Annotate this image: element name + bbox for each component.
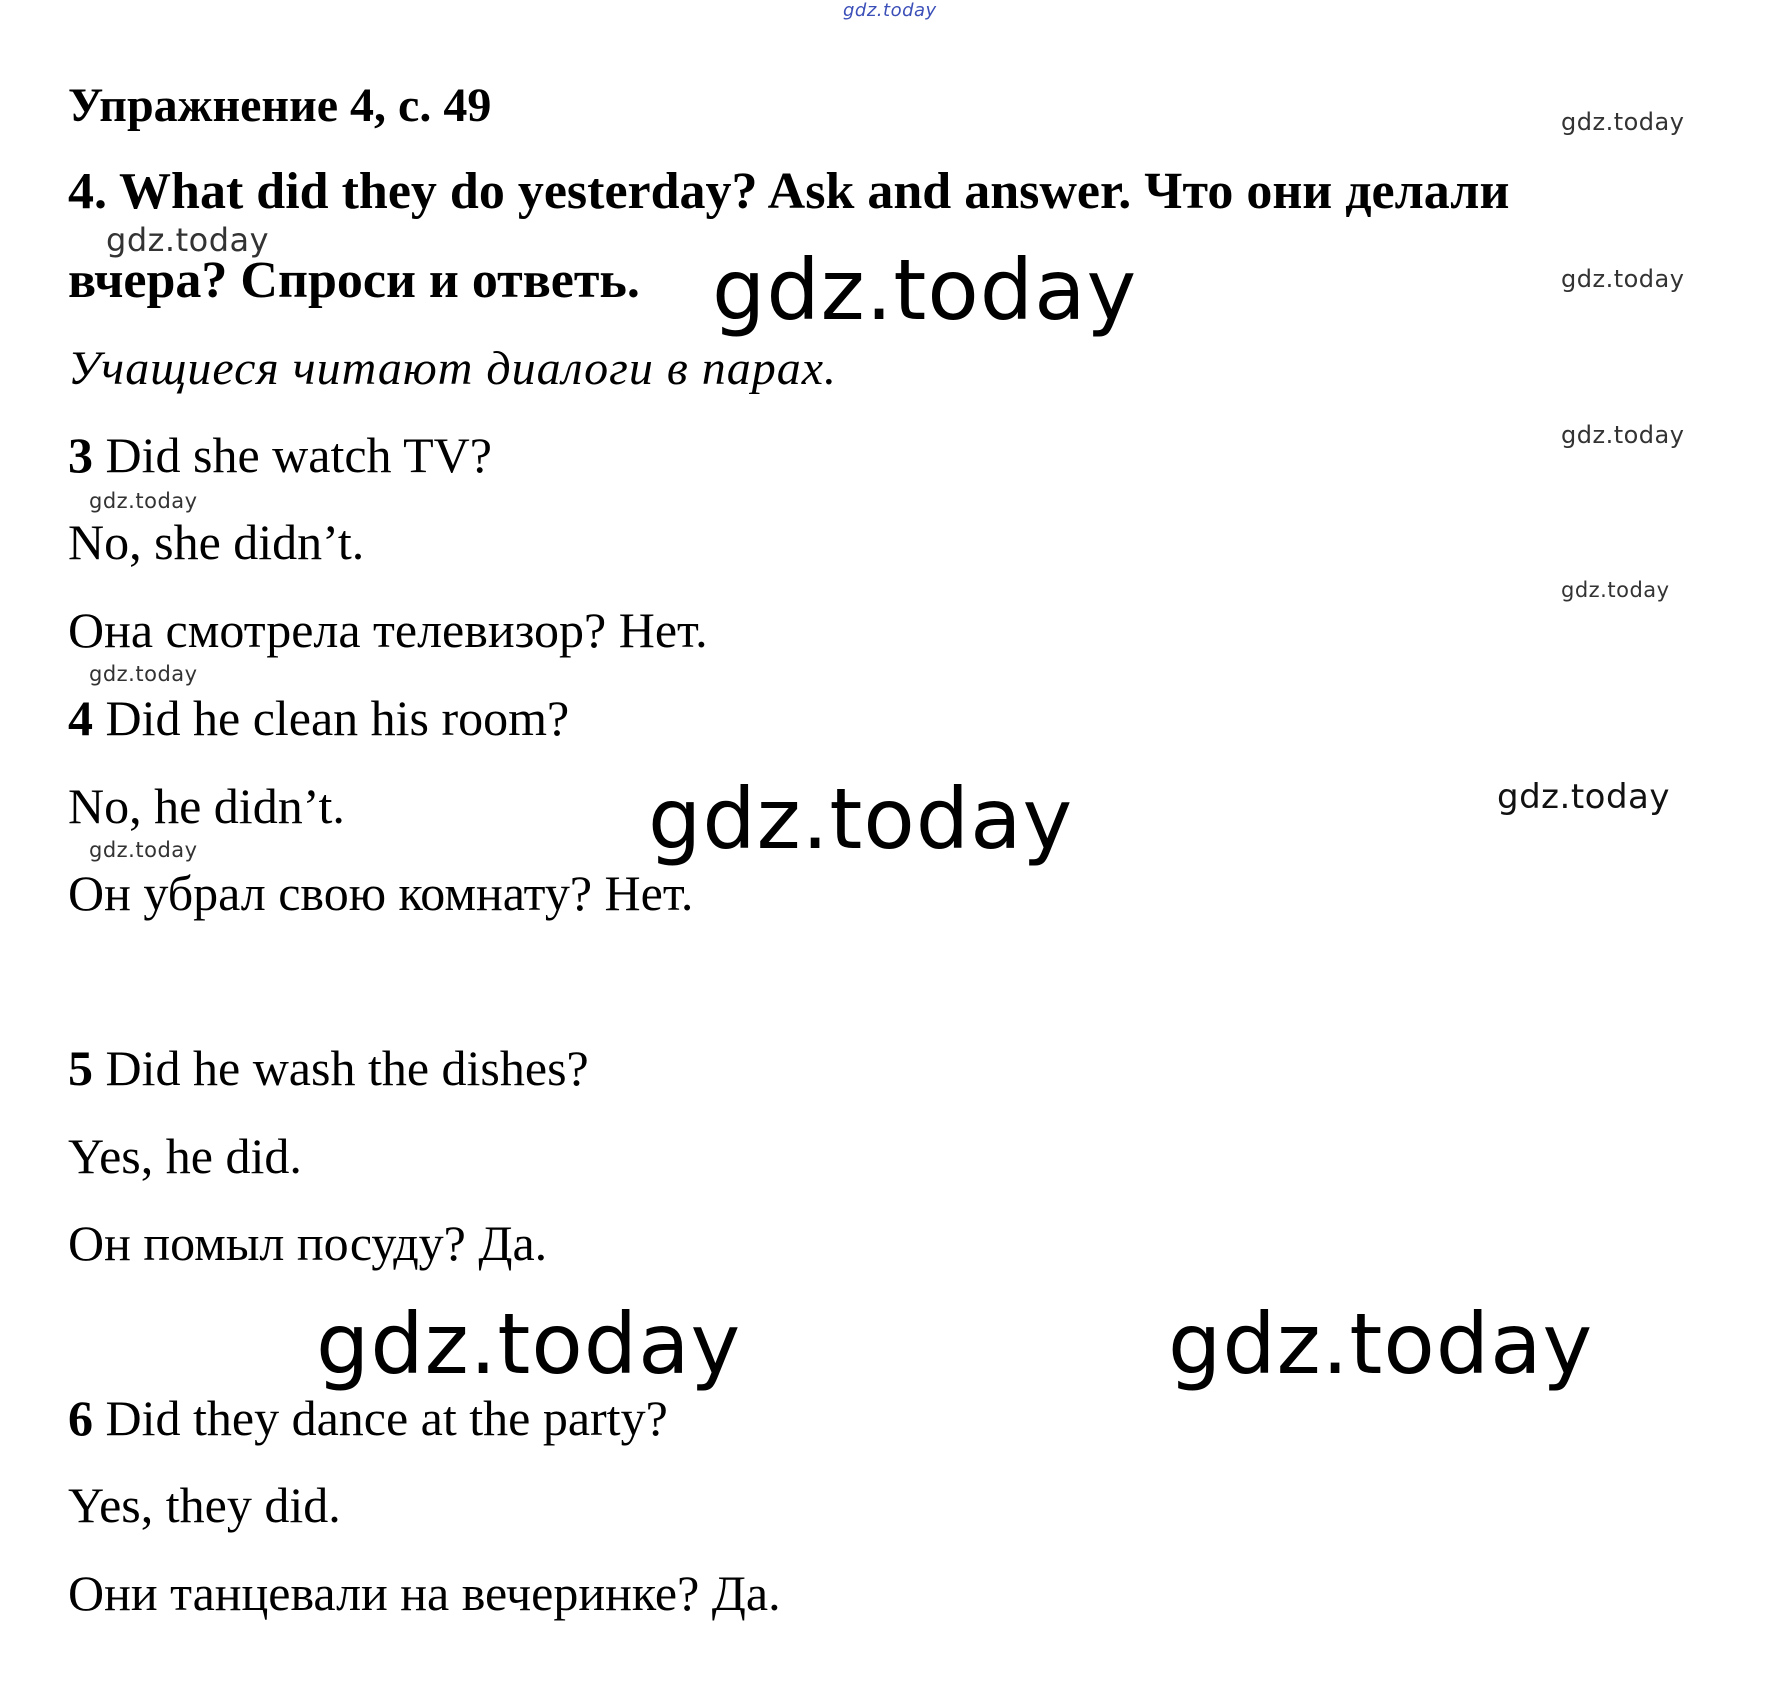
dialogue-question — [68, 427, 492, 483]
dialogue-number: 3 — [68, 427, 93, 483]
watermark: gdz.today — [1561, 265, 1685, 293]
dialogue-answer: No, she didn’t. — [68, 514, 365, 570]
question-text: Did he wash the dishes? — [105, 1040, 589, 1096]
dialogue-translation: Он убрал свою комнату? Нет. — [68, 865, 694, 921]
watermark: gdz.today — [1561, 108, 1685, 136]
dialogue-number: 6 — [68, 1390, 93, 1446]
dialogue-question — [68, 1390, 668, 1446]
dialogue-number: 4 — [68, 690, 93, 746]
watermark-large: gdz.today — [1168, 1295, 1594, 1393]
exercise-title: Упражнение 4, с. 49 — [68, 79, 492, 132]
watermark: gdz.today — [1497, 777, 1670, 817]
watermark: gdz.today — [89, 489, 198, 513]
task-heading-line-1: 4. What did they do yesterday? Ask and answer. Что они делали — [68, 163, 1510, 220]
dialogue-question — [68, 690, 570, 746]
watermark-top: gdz.today — [843, 0, 937, 21]
watermark-large: gdz.today — [648, 770, 1074, 868]
dialogue-answer: No, he didn’t. — [68, 778, 345, 834]
task-heading-line-2: вчера? Спроси и ответь. — [68, 252, 640, 309]
watermark: gdz.today — [89, 838, 198, 862]
dialogue-answer: Yes, he did. — [68, 1128, 302, 1184]
dialogue-answer: Yes, they did. — [68, 1477, 341, 1533]
instruction: Учащиеся читают диалоги в парах. — [68, 342, 838, 395]
dialogue-number: 5 — [68, 1040, 93, 1096]
question-text: Did she watch TV? — [105, 427, 492, 483]
question-text: Did they dance at the party? — [105, 1390, 668, 1446]
dialogue-translation: Она смотрела телевизор? Нет. — [68, 602, 708, 658]
watermark-large: gdz.today — [712, 241, 1138, 339]
dialogue-translation: Они танцевали на вечеринке? Да. — [68, 1565, 781, 1621]
watermark-large: gdz.today — [316, 1295, 742, 1393]
question-text: Did he clean his room? — [105, 690, 570, 746]
watermark: gdz.today — [1561, 578, 1670, 602]
dialogue-translation: Он помыл посуду? Да. — [68, 1215, 548, 1271]
dialogue-question — [68, 1040, 589, 1096]
watermark: gdz.today — [1561, 421, 1685, 449]
watermark: gdz.today — [106, 221, 270, 259]
watermark: gdz.today — [89, 662, 198, 686]
